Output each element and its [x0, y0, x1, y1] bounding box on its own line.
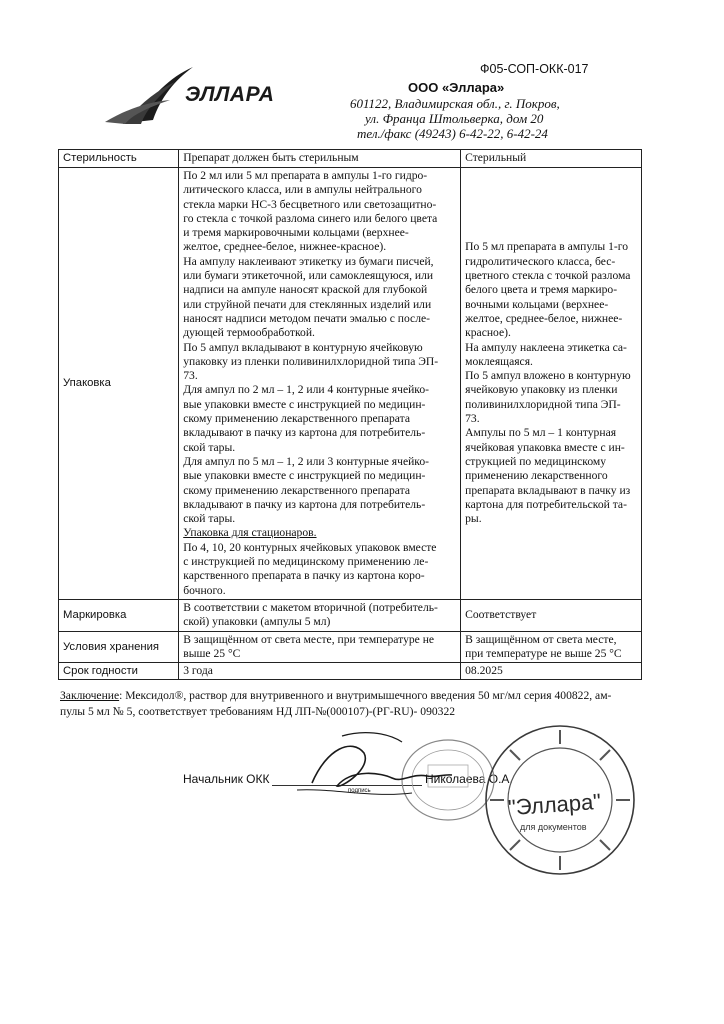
hospital-packaging-line: бочного. — [183, 583, 226, 597]
packaging-result-line: ячейковая упаковка вместе с ин- — [465, 440, 625, 454]
packaging-requirement-line: надписи на ампуле наносят краской для глубокой — [183, 283, 428, 297]
handwritten-signature — [292, 728, 472, 813]
document-code: Ф05-СОП-ОКК-017 — [480, 62, 589, 76]
packaging-requirement-line: Для ампул по 5 мл – 1, 2 или 3 контурные ячейко- — [183, 454, 430, 468]
packaging-requirement-line: стекла марки НС-3 бесцветного или светозащитно- — [183, 197, 437, 211]
packaging-result-line: По 5 ампул вложено в контурную — [465, 369, 631, 383]
storage-requirement-line: выше 25 °С — [183, 646, 241, 660]
table-row-sterility — [59, 150, 642, 168]
packaging-result-line: применению лекарственного — [465, 469, 608, 483]
packaging-requirement-line: вые упаковки вместе с инструкцией по медицин- — [183, 397, 426, 411]
packaging-result-line: цветного стекла с точкой разлома — [465, 269, 631, 283]
shelf-life-result: 08.2025 — [461, 663, 642, 680]
packaging-requirement-line: По 5 ампул вкладывают в контурную ячейковую — [183, 340, 423, 354]
packaging-requirement-line: литического класса, или в ампулы нейтрального — [183, 183, 422, 197]
signer-name: Николаева О.А. — [425, 772, 513, 786]
packaging-result-line: моклеящаяся. — [465, 354, 533, 368]
signature-caption: подпись — [348, 788, 371, 794]
packaging-requirement-line: наносят надписи методом печати эмалью с после- — [183, 311, 430, 325]
hospital-packaging-line: с инструкцией по медицинскому применению ле- — [183, 555, 429, 569]
packaging-requirement-line: вые упаковки вместе с инструкцией по медицин- — [183, 469, 426, 483]
packaging-requirement-line: или струйной печати для стеклянных изделий или — [183, 297, 432, 311]
packaging-requirement-line: Для ампул по 2 мл – 1, 2 или 4 контурные ячейко- — [183, 383, 430, 397]
conclusion-text-line1: : Мексидол®, раствор для внутривенного и внутримышечного введения 50 мг/мл серия 400822, ам- — [119, 689, 612, 702]
packaging-requirement-line: На ампулу наклеивают этикетку из бумаги писчей, — [183, 254, 434, 268]
packaging-requirement-line: дующей термообработкой. — [183, 326, 315, 340]
storage-label: Условия хранения — [59, 631, 179, 663]
packaging-requirement-line: упаковку из пленки поливинилхлоридной типа ЭП- — [183, 354, 439, 368]
shelf-life-requirement: 3 года — [179, 663, 461, 680]
hospital-packaging-line: карственного препарата в пачку из картона коро- — [183, 569, 425, 583]
table-row-storage — [59, 631, 642, 663]
packaging-result-line: препарата вкладывают в пачку из — [465, 483, 631, 497]
packaging-result — [461, 168, 642, 600]
packaging-result-line: струкцией по медицинскому — [465, 454, 607, 468]
packaging-requirement-line: По 2 мл или 5 мл препарата в ампулы 1-го гидро- — [183, 169, 428, 182]
packaging-requirement-line: скому применению лекарственного препарата — [183, 483, 410, 497]
table-row-packaging — [59, 168, 642, 600]
address-line: ул. Франца Штольверка, дом 20 — [365, 111, 544, 126]
packaging-result-line: По 5 мл препарата в ампулы 1-го — [465, 240, 629, 254]
packaging-requirement-line: вкладывают в пачку из картона для потребитель- — [183, 426, 426, 440]
stamp-subtitle: для документов — [520, 822, 587, 832]
packaging-requirement-line: скому применению лекарственного препарата — [183, 412, 410, 426]
packaging-requirement-line: ской тары. — [183, 440, 236, 454]
labeling-requirement — [179, 599, 461, 631]
stamp-company-name: "Эллара" — [507, 788, 602, 821]
shelf-life-label: Срок годности — [59, 663, 179, 680]
packaging-label: Упаковка — [59, 168, 179, 600]
sterility-result: Стерильный — [461, 150, 642, 168]
packaging-requirement — [179, 168, 461, 600]
packaging-result-line: На ампулу наклеена этикетка са- — [465, 340, 627, 354]
packaging-result-line: красное). — [465, 326, 511, 340]
conclusion-label: Заключение — [60, 689, 120, 702]
signer-position: Начальник ОКК — [183, 772, 270, 786]
hospital-packaging-line: По 4, 10, 20 контурных ячейковых упаковок вместе — [183, 540, 437, 554]
packaging-result-line: Ампулы по 5 мл – 1 контурная — [465, 426, 617, 440]
packaging-requirement-line: и тремя маркировочными кольцами (верхнее- — [183, 226, 409, 240]
sterility-requirement: Препарат должен быть стерильным — [179, 150, 461, 168]
packaging-requirement-line: или бумаги этикеточной, или самоклеящуюся, или — [183, 269, 434, 283]
packaging-result-line: гидролитического класса, бес- — [465, 254, 616, 268]
packaging-result-line: ры. — [465, 512, 482, 526]
labeling-label: Маркировка — [59, 599, 179, 631]
storage-requirement — [179, 631, 461, 663]
storage-requirement-line: В защищённом от света месте, при температуре не — [183, 632, 435, 646]
packaging-result-line: картона для потребительской та- — [465, 497, 627, 511]
logo-wordmark: ЭЛЛАРА — [185, 83, 275, 106]
address-line: тел./факс (49243) 6-42-22, 6-42-24 — [357, 126, 548, 141]
address-line: 601122, Владимирская обл., г. Покров, — [350, 96, 560, 111]
packaging-result-line: поливинилхлоридной типа ЭП- — [465, 397, 621, 411]
storage-result-line: при температуре не выше 25 °С — [465, 646, 622, 660]
labeling-requirement-line: ской) упаковки (ампулы 5 мл) — [183, 615, 331, 629]
storage-result-line: В защищённом от света месте, — [465, 632, 617, 646]
company-name: ООО «Эллара» — [408, 80, 505, 95]
packaging-requirement-line: ской тары. — [183, 512, 236, 526]
storage-result — [461, 631, 642, 663]
specification-table — [58, 149, 642, 680]
packaging-result-line: вочными кольцами (верхнее- — [465, 297, 609, 311]
labeling-requirement-line: В соответствии с макетом вторичной (потребитель- — [183, 600, 438, 614]
labeling-result: Соответствует — [461, 599, 642, 631]
table-row-labeling — [59, 599, 642, 631]
packaging-requirement-line: желтое, среднее-белое, нижнее-красное). — [183, 240, 387, 254]
conclusion — [60, 688, 650, 720]
sterility-label: Стерильность — [59, 150, 179, 168]
packaging-requirement-line: вкладывают в пачку из картона для потребитель- — [183, 497, 426, 511]
packaging-result-line: белого цвета и тремя маркиро- — [465, 283, 618, 297]
conclusion-text-line2: пулы 5 мл № 5, соответствует требованиям НД ЛП-№(000107)-(РГ-RU)- 090322 — [60, 705, 456, 718]
table-row-shelf-life — [59, 663, 642, 680]
packaging-requirement-line: 73. — [183, 369, 198, 383]
packaging-result-line: ячейковую упаковку из пленки — [465, 383, 618, 397]
packaging-result-line: желтое, среднее-белое, нижнее- — [465, 311, 623, 325]
hospital-packaging-heading: Упаковка для стационаров. — [183, 526, 317, 540]
packaging-requirement-line: го стекла с точкой разлома синего или белого цвета — [183, 211, 438, 225]
packaging-result-line: 73. — [465, 412, 480, 426]
